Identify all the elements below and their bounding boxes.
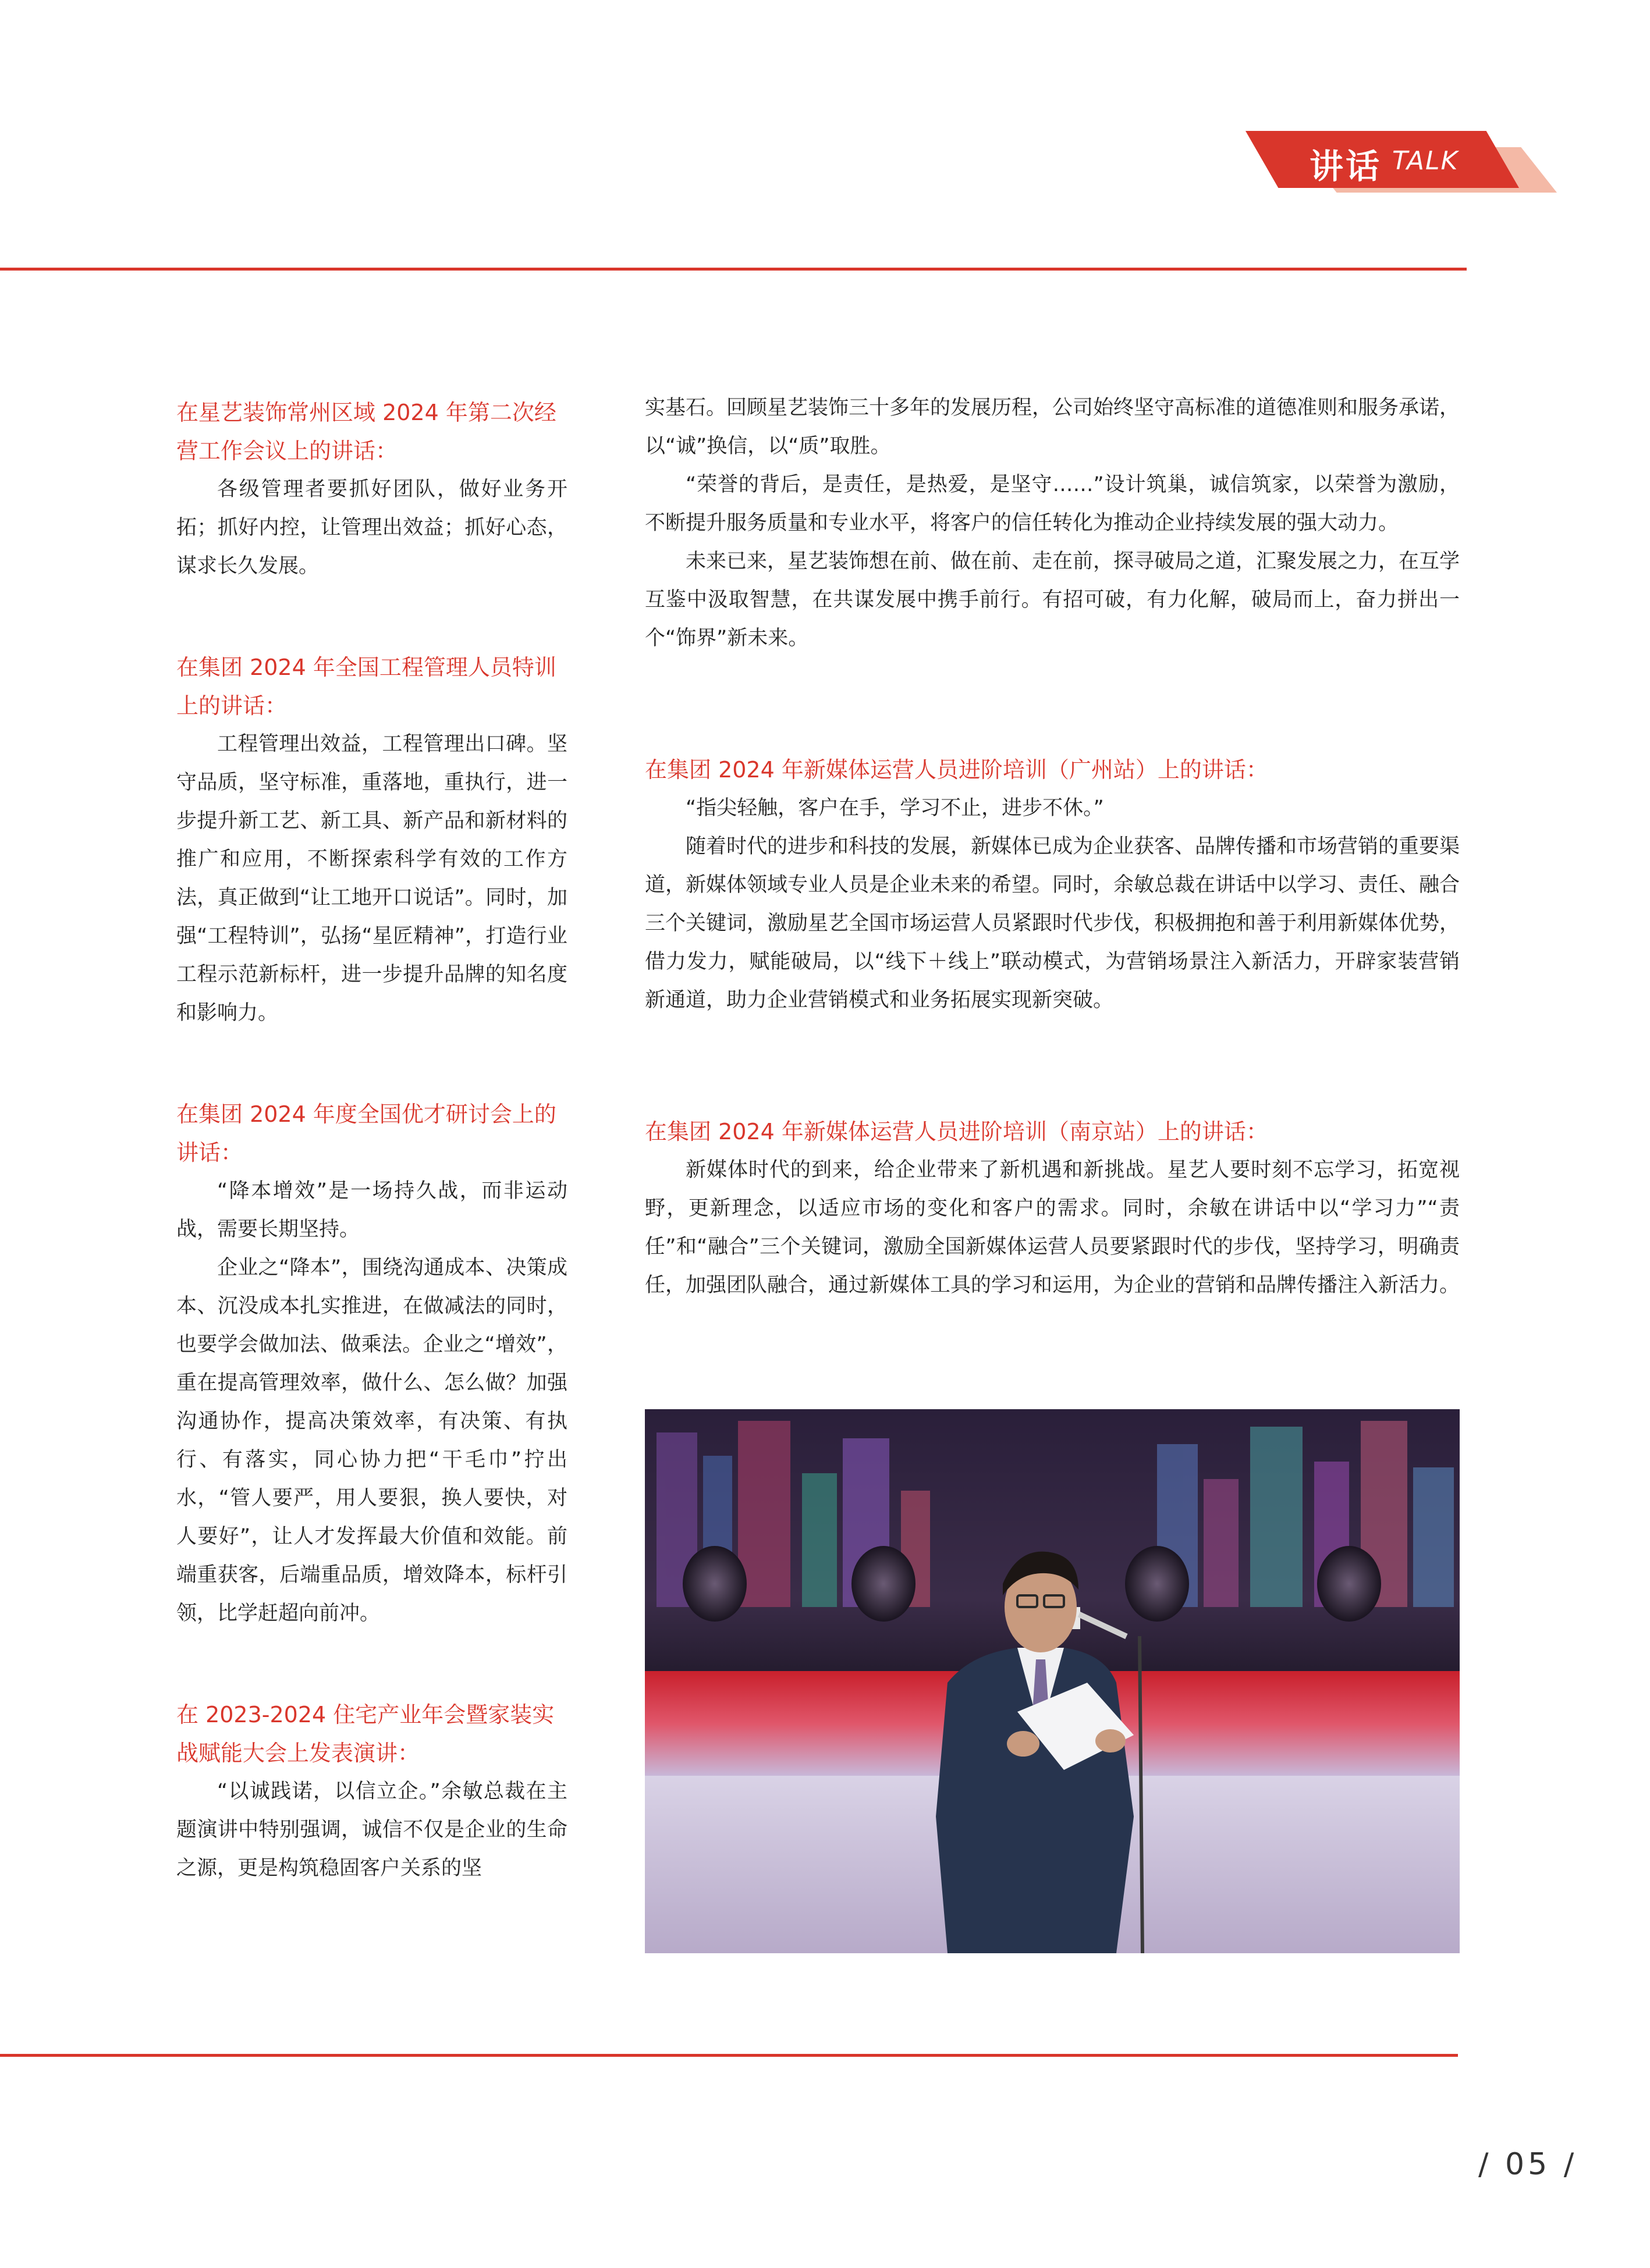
speaker-photo — [645, 1409, 1460, 1953]
speech-paragraph: 企业之“降本”，围绕沟通成本、决策成本、沉没成本扎实推进，在做减法的同时，也要学会做加法、做乘法。企业之“增效”，重在提高管理效率，做什么、怎么做？加强沟通协作，提高决策效率，有决策、有执行、有落实，同心协力把“干毛巾”拧出水，“管人要严，用人要狠，换人要快，对人要好”，让人才发挥最大价值和效能。前端重获客，后端重品质，增效降本，标杆引领，比学赶超向前冲。 — [176, 1256, 567, 1625]
page-number: / 05 / — [1478, 2147, 1578, 2182]
speech-paragraph: “荣誉的背后，是责任，是热爱，是坚守……”设计筑巢，诚信筑家，以荣誉为激励，不断提升服务质量和专业水平，将客户的信任转化为推动企业持续发展的强大动力。 — [645, 473, 1460, 535]
speech-heading-nanjing: 在集团 2024 年新媒体运营人员进阶培训（南京站）上的讲话： — [645, 1119, 1268, 1144]
bottom-divider — [0, 2054, 1458, 2057]
speech-heading-industry-conference: 在 2023-2024 住宅产业年会暨家装实战赋能大会上发表演讲： — [176, 1702, 555, 1766]
speech-paragraph: 新媒体时代的到来，给企业带来了新机遇和新挑战。星艺人要时刻不忘学习，拓宽视野，更新理念，以适应市场的变化和客户的需求。同时，余敏在讲话中以“学习力”“责任”和“融合”三个关键词，激励全国新媒体运营人员要紧跟时代的步伐，坚持学习，明确责任，加强团队融合，通过新媒体工具的学习和运用，为企业的营销和品牌传播注入新活力。 — [645, 1158, 1460, 1297]
speech-paragraph: 未来已来，星艺装饰想在前、做在前、走在前，探寻破局之道，汇聚发展之力，在互学互鉴中汲取智慧，在共谋发展中携手前行。有招可破，有力化解，破局而上，奋力拼出一个“饰界”新未来。 — [645, 550, 1460, 650]
top-divider — [0, 268, 1467, 271]
speech-paragraph: “以诚践诺，以信立企。”余敏总裁在主题演讲中特别强调，诚信不仅是企业的生命之源，更是构筑稳固客户关系的坚 — [176, 1780, 567, 1880]
right-column — [645, 389, 1460, 1304]
speech-heading-engineering: 在集团 2024 年全国工程管理人员特训上的讲话： — [176, 655, 556, 719]
speech-paragraph: 各级管理者要抓好团队，做好业务开拓；抓好内控，让管理出效益；抓好心态，谋求长久发展。 — [176, 478, 567, 578]
left-column — [176, 393, 567, 1887]
section-tag-english: TALK — [1392, 146, 1459, 176]
speech-paragraph: “降本增效”是一场持久战，而非运动战，需要长期坚持。 — [176, 1179, 567, 1241]
speech-heading-guangzhou: 在集团 2024 年新媒体运营人员进阶培训（广州站）上的讲话： — [645, 757, 1268, 783]
speech-quote: “指尖轻触，客户在手，学习不止，进步不休。” — [686, 797, 1104, 820]
section-tag-chinese: 讲话 — [1310, 147, 1382, 186]
speech-paragraph: 工程管理出效益，工程管理出口碑。坚守品质，坚守标准，重落地，重执行，进一步提升新工艺、新工具、新产品和新材料的推广和应用，不断探索科学有效的工作方法，真正做到“让工地开口说话”。同时，加强“工程特训”，弘扬“星匠精神”，打造行业工程示范新标杆，进一步提升品牌的知名度和影响力。 — [176, 733, 567, 1025]
speech-paragraph: 随着时代的进步和科技的发展，新媒体已成为企业获客、品牌传播和市场营销的重要渠道，新媒体领域专业人员是企业未来的希望。同时，余敏总裁在讲话中以学习、责任、融合三个关键词，激励星艺全国市场运营人员紧跟时代步伐，积极拥抱和善于利用新媒体优势，借力发力，赋能破局，以“线下＋线上”联动模式，为营销场景注入新活力，开辟家装营销新通道，助力企业营销模式和业务拓展实现新突破。 — [645, 835, 1460, 1012]
speech-heading-changzhou: 在星艺装饰常州区域 2024 年第二次经营工作会议上的讲话： — [176, 400, 556, 464]
continued-paragraph: 实基石。回顾星艺装饰三十多年的发展历程，公司始终坚守高标准的道德准则和服务承诺，以“诚”换信，以“质”取胜。 — [645, 396, 1460, 458]
speech-heading-talent-seminar: 在集团 2024 年度全国优才研讨会上的讲话： — [176, 1101, 556, 1165]
section-tag-banner — [1246, 131, 1519, 188]
section-tag — [1246, 131, 1571, 195]
